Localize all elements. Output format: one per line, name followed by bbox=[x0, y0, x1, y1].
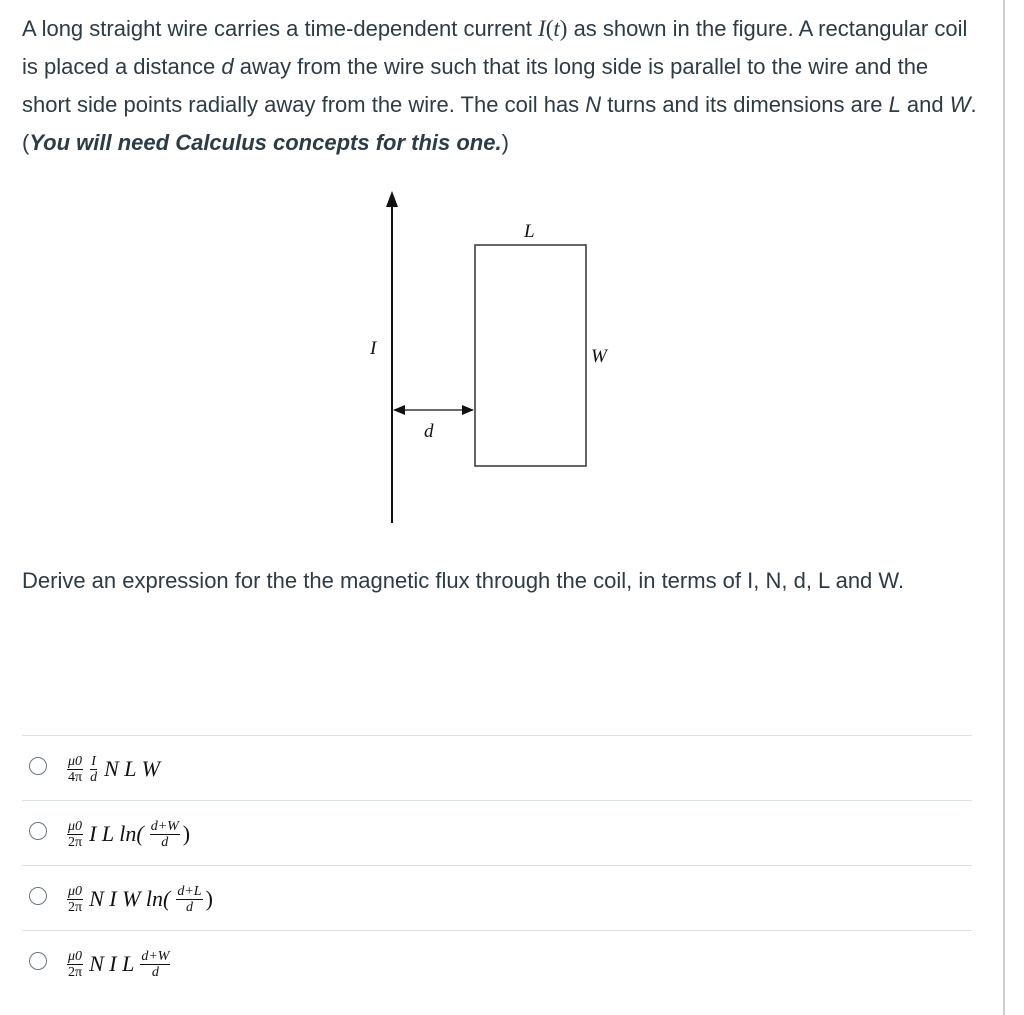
coil-rectangle bbox=[475, 245, 586, 466]
ratio-fraction bbox=[140, 949, 170, 980]
time-symbol: t bbox=[553, 16, 560, 41]
label-I: I bbox=[370, 338, 377, 359]
question-part: . ( bbox=[22, 92, 977, 155]
i-over-d-fraction bbox=[89, 754, 98, 785]
answer-terms: N I L bbox=[89, 951, 135, 976]
fraction-numerator: d+W bbox=[141, 948, 170, 964]
fraction-denominator: 4π bbox=[68, 769, 83, 785]
coefficient-fraction bbox=[67, 819, 83, 850]
close-paren: ) bbox=[205, 886, 213, 911]
question-text bbox=[22, 10, 982, 162]
question-part: A long straight wire carries a time-dependent current bbox=[22, 16, 539, 41]
answer-option[interactable] bbox=[22, 800, 972, 865]
fraction-numerator: μ0 bbox=[68, 883, 83, 899]
fraction-numerator: I bbox=[91, 753, 96, 769]
answer-option[interactable] bbox=[22, 735, 972, 800]
label-d: d bbox=[424, 421, 434, 442]
fraction-denominator: 2π bbox=[68, 964, 83, 980]
wire-coil-figure bbox=[340, 185, 640, 530]
fraction-numerator: d+W bbox=[150, 818, 179, 834]
coefficient-fraction bbox=[67, 754, 83, 785]
fraction-denominator: d bbox=[90, 769, 98, 785]
answer-terms: N I W ln( bbox=[89, 886, 171, 911]
current-symbol: I bbox=[538, 16, 546, 41]
fraction-numerator: μ0 bbox=[68, 818, 83, 834]
log-argument-fraction bbox=[150, 819, 180, 850]
radio-button[interactable] bbox=[29, 952, 47, 970]
calculus-note: You will need Calculus concepts for this one. bbox=[29, 130, 502, 155]
fraction-denominator: d bbox=[185, 899, 193, 915]
fraction-denominator: 2π bbox=[68, 899, 83, 915]
fraction-denominator: 2π bbox=[68, 834, 83, 850]
fraction-numerator: μ0 bbox=[68, 948, 83, 964]
current-arrow-icon bbox=[386, 191, 398, 207]
radio-button[interactable] bbox=[29, 822, 47, 840]
coefficient-fraction bbox=[67, 884, 83, 915]
answer-expression bbox=[64, 939, 173, 989]
answer-terms: N L W bbox=[104, 756, 160, 781]
right-border bbox=[1003, 0, 1005, 1015]
answer-list bbox=[22, 735, 972, 995]
answer-option[interactable] bbox=[22, 930, 972, 995]
close-paren: ) bbox=[182, 821, 191, 846]
question-part: ) bbox=[501, 130, 509, 155]
answer-terms: I L ln( bbox=[89, 821, 144, 846]
radio-button[interactable] bbox=[29, 757, 47, 775]
fraction-numerator: μ0 bbox=[68, 753, 83, 769]
label-W: W bbox=[591, 346, 607, 367]
answer-expression bbox=[64, 744, 163, 794]
answer-option[interactable] bbox=[22, 865, 972, 930]
arrowhead-left-icon bbox=[393, 405, 405, 415]
paren: ) bbox=[559, 16, 568, 41]
w-symbol: W bbox=[949, 92, 971, 117]
arrowhead-right-icon bbox=[462, 405, 474, 415]
n-symbol: N bbox=[585, 92, 602, 117]
fraction-denominator: d bbox=[161, 834, 169, 850]
radio-button[interactable] bbox=[29, 887, 47, 905]
label-L: L bbox=[524, 221, 535, 242]
derive-prompt: Derive an expression for the the magnetic flux through the coil, in terms of I, N, d, L and W. bbox=[22, 568, 905, 593]
question-part: away from the wire such that its long side is parallel to the wire and the short side points radially away from the wire. The coil has bbox=[22, 54, 929, 117]
paren: ( bbox=[545, 16, 554, 41]
d-symbol: d bbox=[221, 54, 234, 79]
l-symbol: L bbox=[888, 92, 901, 117]
coefficient-fraction bbox=[67, 949, 83, 980]
question-part: as shown in the figure. A rectangular coil is placed a distance bbox=[22, 16, 968, 79]
answer-expression bbox=[64, 874, 213, 924]
answer-expression bbox=[64, 809, 190, 859]
fraction-numerator: d+L bbox=[177, 883, 202, 899]
question-part: turns and its dimensions are bbox=[601, 92, 889, 117]
question-part: and bbox=[900, 92, 950, 117]
log-argument-fraction bbox=[176, 884, 202, 915]
fraction-denominator: d bbox=[151, 964, 159, 980]
